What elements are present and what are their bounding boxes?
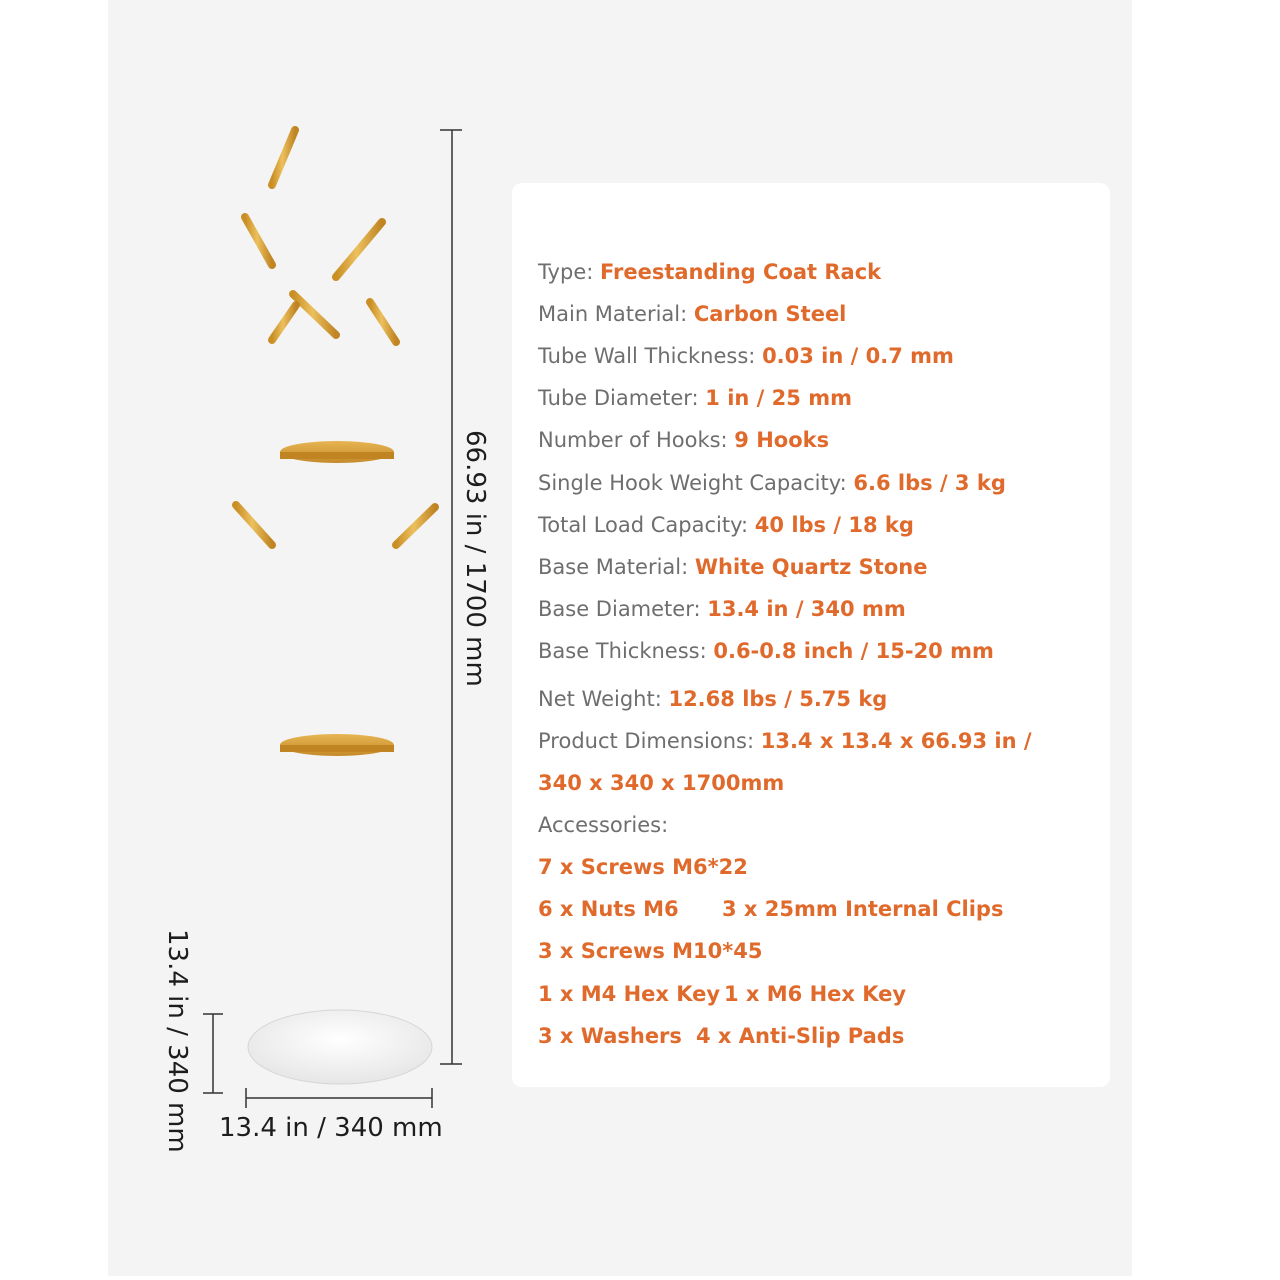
spec-product-dimensions: Product Dimensions: 13.4 x 13.4 x 66.93 in / — [538, 729, 1032, 753]
accessory-item: 6 x Nuts M6 — [538, 897, 679, 921]
spec-base-diameter: Base Diameter: 13.4 in / 340 mm — [538, 597, 906, 621]
accessory-item: 7 x Screws M6*22 — [538, 855, 748, 879]
spec-tube-wall-thickness: Tube Wall Thickness: 0.03 in / 0.7 mm — [538, 344, 954, 368]
accessory-item: 3 x 25mm Internal Clips — [722, 897, 1004, 921]
accessories-heading: Accessories: — [538, 813, 669, 837]
accessory-item: 1 x M4 Hex Key — [538, 982, 721, 1006]
accessory-item: 1 x M6 Hex Key — [724, 982, 907, 1006]
spec-main-material: Main Material: Carbon Steel — [538, 302, 847, 326]
accessory-item: 3 x Screws M10*45 — [538, 939, 763, 963]
spec-number-of-hooks: Number of Hooks: 9 Hooks — [538, 428, 830, 452]
accessory-item: 3 x Washers — [538, 1024, 682, 1048]
height-dimension-label: 66.93 in / 1700 mm — [460, 430, 490, 687]
spec-base-thickness: Base Thickness: 0.6-0.8 inch / 15-20 mm — [538, 639, 994, 663]
accessory-item: 4 x Anti-Slip Pads — [696, 1024, 905, 1048]
spec-tube-diameter: Tube Diameter: 1 in / 25 mm — [538, 386, 852, 410]
spec-total-load-capacity: Total Load Capacity: 40 lbs / 18 kg — [538, 513, 914, 537]
spec-net-weight: Net Weight: 12.68 lbs / 5.75 kg — [538, 687, 888, 711]
base-width-dimension-label: 13.4 in / 340 mm — [219, 1113, 443, 1143]
spec-base-material: Base Material: White Quartz Stone — [538, 555, 928, 579]
base-height-dimension-label: 13.4 in / 340 mm — [162, 929, 192, 1153]
spec-single-hook-capacity: Single Hook Weight Capacity: 6.6 lbs / 3 kg — [538, 471, 1006, 495]
poles — [272, 137, 396, 1062]
spec-type: Type: Freestanding Coat Rack — [538, 260, 882, 284]
spec-product-dimensions-cont: 340 x 340 x 1700mm — [538, 771, 785, 795]
